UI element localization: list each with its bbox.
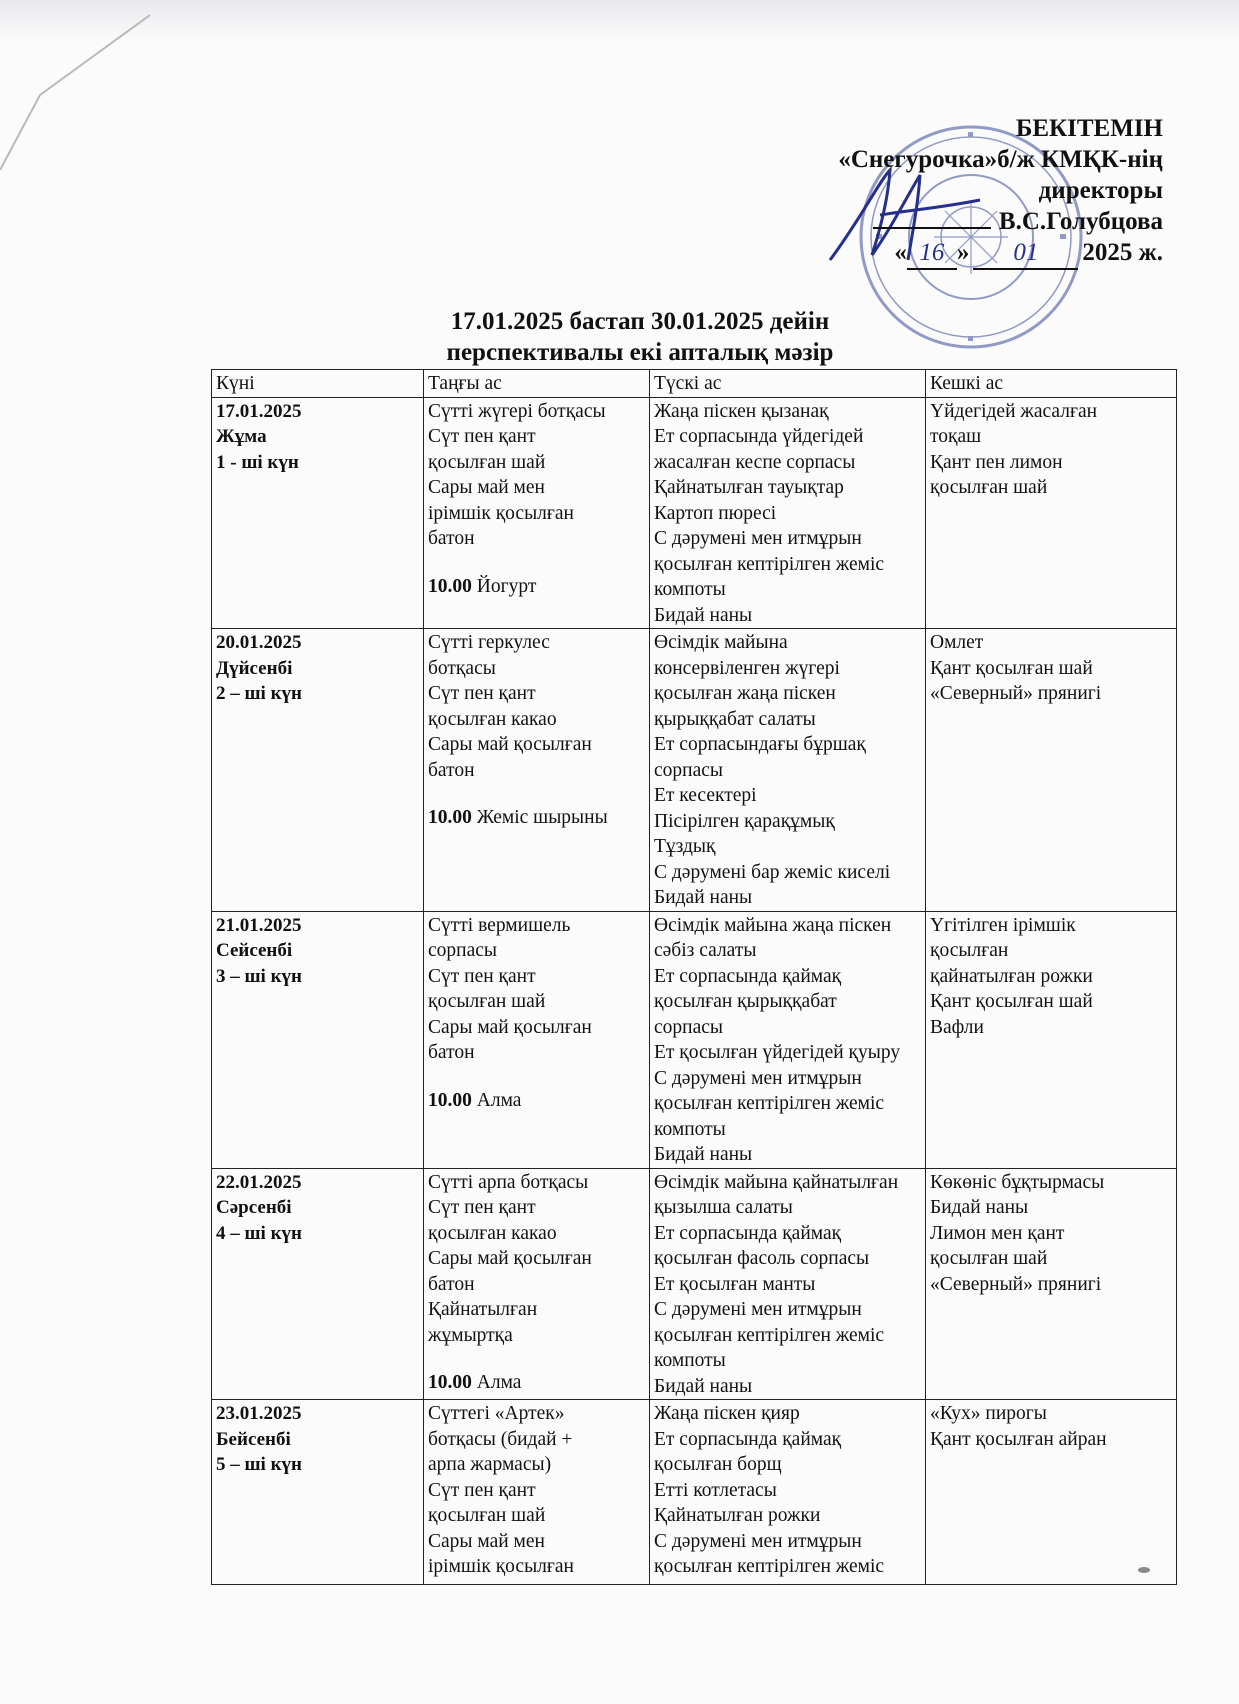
breakfast-cell-line: ботқасы bbox=[428, 657, 496, 679]
date-open-quote: « bbox=[894, 239, 907, 266]
lunch-cell-line: жасалған кеспе сорпасы bbox=[654, 451, 856, 473]
day-cell-line: 17.01.2025 bbox=[216, 400, 302, 422]
lunch-cell-line: компоты bbox=[654, 579, 726, 600]
breakfast-cell-line: батон bbox=[428, 1273, 475, 1295]
breakfast-cell bbox=[424, 911, 650, 1168]
snack-name: Жеміс шырыны bbox=[476, 807, 608, 828]
lunch-cell bbox=[650, 911, 926, 1168]
approval-position: директоры bbox=[1038, 177, 1163, 204]
day-cell-line: Бейсенбі bbox=[216, 1428, 291, 1450]
snack-name: Алма bbox=[476, 1372, 522, 1393]
lunch-cell-line: қосылған қырыққабат bbox=[654, 991, 837, 1012]
header-breakfast: Таңғы ас bbox=[424, 370, 650, 398]
lunch-cell-line: С дәрумені мен итмұрын bbox=[654, 1299, 862, 1320]
approval-name-line bbox=[838, 206, 1163, 237]
lunch-cell-line: Ет қосылған үйдегідей қуыру bbox=[654, 1042, 901, 1063]
lunch-cell-line: Бидай наны bbox=[654, 887, 753, 908]
dinner-cell-line: Лимон мен қант bbox=[930, 1222, 1065, 1244]
breakfast-cell bbox=[424, 397, 650, 629]
menu-table bbox=[211, 369, 1177, 1585]
dinner-cell-line: қайнатылған рожки bbox=[930, 965, 1093, 987]
lunch-cell bbox=[650, 629, 926, 912]
dinner-cell-line: Үйдегідей жасалған bbox=[930, 400, 1098, 422]
dinner-cell-line: Қант қосылған шай bbox=[930, 991, 1093, 1012]
title-line-2: перспективалы екі апталық мәзір bbox=[446, 339, 834, 366]
dinner-cell-line: Үгітілген ірімшік bbox=[930, 914, 1076, 936]
breakfast-cell-line: батон bbox=[428, 1042, 475, 1063]
table-row bbox=[212, 1168, 1177, 1400]
dinner-cell-line: қосылған шай bbox=[930, 477, 1048, 498]
dinner-cell-line: қосылған bbox=[930, 940, 1009, 961]
approval-organization: «Снегурочка»б/ж КМҚК-нің bbox=[838, 146, 1163, 173]
breakfast-cell-line: Сары май қосылған bbox=[428, 1016, 592, 1038]
lunch-cell-line: қосылған кептірілген жеміс bbox=[654, 1324, 885, 1346]
dinner-cell-line: Көкөніс бұқтырмасы bbox=[930, 1171, 1105, 1193]
breakfast-cell bbox=[424, 1168, 650, 1400]
lunch-cell-line: Қайнатылған рожки bbox=[654, 1505, 821, 1526]
approval-name: В.С.Голубцова bbox=[998, 208, 1163, 235]
title-line-1: 17.01.2025 бастап 30.01.2025 дейін bbox=[450, 308, 830, 335]
menu-title bbox=[340, 306, 940, 368]
breakfast-cell-line: ботқасы (бидай + bbox=[428, 1428, 573, 1450]
lunch-cell-line: Қайнатылған тауықтар bbox=[654, 477, 844, 498]
lunch-cell-line: Бидай наны bbox=[654, 604, 753, 626]
dinner-cell bbox=[926, 1400, 1177, 1585]
breakfast-cell-line: сорпасы bbox=[428, 940, 498, 961]
breakfast-cell-line: Сүт пен қант bbox=[428, 426, 536, 447]
breakfast-cell-line: қосылған шай bbox=[428, 451, 546, 473]
day-cell bbox=[212, 629, 424, 912]
spacer bbox=[428, 1348, 645, 1370]
breakfast-cell-line: Қайнатылған bbox=[428, 1299, 538, 1320]
lunch-cell-line: Етті котлетасы bbox=[654, 1479, 777, 1501]
spacer bbox=[428, 783, 645, 805]
dinner-cell-line: Қант қосылған шай bbox=[930, 657, 1093, 679]
dinner-cell-line: «Северный» прянигі bbox=[930, 1273, 1102, 1295]
dinner-cell-line: «Кух» пирогы bbox=[930, 1403, 1047, 1424]
lunch-cell-line: Пісірілген қарақұмық bbox=[654, 810, 835, 832]
snack-line bbox=[428, 574, 645, 600]
approval-heading: БЕКІТЕМІН bbox=[1015, 115, 1163, 142]
day-cell-line: 2 – ші күн bbox=[216, 683, 302, 704]
lunch-cell-line: сорпасы bbox=[654, 759, 724, 781]
snack-time: 10.00 bbox=[428, 575, 472, 597]
signature-line bbox=[873, 207, 991, 229]
lunch-cell-line: Ет қосылған манты bbox=[654, 1273, 816, 1295]
date-month: 01 bbox=[973, 237, 1078, 270]
dinner-cell bbox=[926, 397, 1177, 629]
lunch-cell-line: қосылған борщ bbox=[654, 1454, 782, 1475]
day-cell-line: 22.01.2025 bbox=[216, 1171, 302, 1193]
lunch-cell-line: С дәрумені мен итмұрын bbox=[654, 1067, 862, 1089]
breakfast-cell bbox=[424, 1400, 650, 1585]
breakfast-cell-line: батон bbox=[428, 759, 475, 781]
breakfast-cell-line: Сүтті жүгері ботқасы bbox=[428, 400, 606, 422]
day-cell-line: 1 - ші күн bbox=[216, 451, 299, 473]
table-row bbox=[212, 1400, 1177, 1585]
lunch-cell-line: Ет сорпасындағы бұршақ bbox=[654, 734, 866, 755]
lunch-cell-line: компоты bbox=[654, 1118, 726, 1140]
menu-table-body bbox=[212, 397, 1177, 1585]
day-cell-line: 21.01.2025 bbox=[216, 914, 302, 936]
lunch-cell-line: Ет сорпасында қаймақ bbox=[654, 965, 842, 987]
breakfast-cell-line: ірімшік қосылған bbox=[428, 502, 574, 524]
header-day: Күні bbox=[212, 370, 424, 398]
snack-line bbox=[428, 1088, 645, 1114]
spacer bbox=[428, 552, 645, 574]
dinner-cell-line: Омлет bbox=[930, 632, 984, 653]
day-cell bbox=[212, 1400, 424, 1585]
spacer bbox=[428, 1066, 645, 1088]
lunch-cell-line: С дәрумені бар жеміс киселі bbox=[654, 861, 891, 883]
dinner-cell-line: «Северный» прянигі bbox=[930, 683, 1102, 704]
lunch-cell-line: компоты bbox=[654, 1350, 726, 1371]
snack-name: Алма bbox=[476, 1089, 522, 1111]
day-cell bbox=[212, 397, 424, 629]
header-lunch: Түскі ас bbox=[650, 370, 926, 398]
breakfast-cell-line: Сүтті арпа ботқасы bbox=[428, 1171, 589, 1193]
dinner-cell-line: қосылған шай bbox=[930, 1248, 1048, 1269]
day-cell-line: 5 – ші күн bbox=[216, 1454, 302, 1475]
breakfast-cell-line: жұмыртқа bbox=[428, 1324, 513, 1346]
lunch-cell-line: Өсімдік майына жаңа піскен bbox=[654, 914, 892, 936]
breakfast-cell-line: қосылған какао bbox=[428, 1222, 557, 1244]
dinner-cell bbox=[926, 629, 1177, 912]
header-dinner: Кешкі ас bbox=[926, 370, 1177, 398]
day-cell-line: Дүйсенбі bbox=[216, 657, 293, 679]
date-day: 16 bbox=[907, 237, 957, 270]
table-header-row bbox=[212, 370, 1177, 398]
table-row bbox=[212, 911, 1177, 1168]
lunch-cell-line: сәбіз салаты bbox=[654, 940, 757, 961]
lunch-cell-line: Өсімдік майына bbox=[654, 632, 788, 653]
approval-date-line bbox=[838, 237, 1163, 270]
day-cell-line: 20.01.2025 bbox=[216, 632, 302, 653]
breakfast-cell-line: Сары май қосылған bbox=[428, 1248, 592, 1269]
breakfast-cell-line: арпа жармасы) bbox=[428, 1454, 552, 1475]
lunch-cell-line: қызылша салаты bbox=[654, 1197, 793, 1218]
breakfast-cell-line: Сары май қосылған bbox=[428, 734, 592, 755]
breakfast-cell-line: Сары май мен bbox=[428, 477, 545, 498]
date-close-quote: » bbox=[956, 239, 970, 266]
lunch-cell-line: қосылған фасоль сорпасы bbox=[654, 1248, 870, 1269]
breakfast-cell bbox=[424, 629, 650, 912]
snack-line bbox=[428, 805, 645, 831]
lunch-cell-line: сорпасы bbox=[654, 1016, 724, 1038]
lunch-cell-line: Ет кесектері bbox=[654, 785, 757, 806]
lunch-cell-line: қырыққабат салаты bbox=[654, 708, 816, 730]
breakfast-cell-line: Сүттегі «Артек» bbox=[428, 1403, 565, 1424]
lunch-cell-line: Жаңа піскен қияр bbox=[654, 1403, 800, 1424]
snack-time: 10.00 bbox=[428, 807, 472, 828]
lunch-cell-line: Ет сорпасында үйдегідей bbox=[654, 426, 864, 447]
lunch-cell-line: С дәрумені мен итмұрын bbox=[654, 528, 862, 549]
dinner-cell-line: тоқаш bbox=[930, 426, 982, 447]
breakfast-cell-line: Сүт пен қант bbox=[428, 683, 536, 704]
breakfast-cell-line: Сары май мен bbox=[428, 1530, 545, 1552]
lunch-cell-line: қосылған кептірілген жеміс bbox=[654, 553, 885, 575]
lunch-cell bbox=[650, 1400, 926, 1585]
lunch-cell-line: Өсімдік майына қайнатылған bbox=[654, 1171, 899, 1193]
lunch-cell-line: консервіленген жүгері bbox=[654, 657, 840, 679]
lunch-cell-line: Жаңа піскен қызанақ bbox=[654, 400, 829, 422]
lunch-cell-line: Бидай наны bbox=[654, 1144, 753, 1165]
breakfast-cell-line: батон bbox=[428, 528, 475, 549]
breakfast-cell-line: Сүт пен қант bbox=[428, 965, 536, 987]
day-cell-line: Сейсенбі bbox=[216, 940, 293, 961]
dinner-cell-line: Бидай наны bbox=[930, 1197, 1029, 1218]
breakfast-cell-line: қосылған шай bbox=[428, 991, 546, 1012]
dinner-cell-line: Қант қосылған айран bbox=[930, 1428, 1107, 1450]
day-cell bbox=[212, 1168, 424, 1400]
dinner-cell-line: Вафли bbox=[930, 1016, 984, 1038]
lunch-cell-line: Бидай наны bbox=[654, 1375, 753, 1397]
lunch-cell-line: Картоп пюресі bbox=[654, 502, 777, 524]
snack-name: Йогурт bbox=[476, 575, 537, 597]
lunch-cell-line: Тұздық bbox=[654, 836, 716, 857]
day-cell-line: Жұма bbox=[216, 426, 267, 447]
lunch-cell bbox=[650, 1168, 926, 1400]
table-row bbox=[212, 397, 1177, 629]
approval-block bbox=[838, 113, 1163, 270]
scan-speck bbox=[1136, 1565, 1152, 1575]
breakfast-cell-line: қосылған шай bbox=[428, 1505, 546, 1526]
lunch-cell-line: қосылған жаңа піскен bbox=[654, 683, 836, 704]
lunch-cell-line: Ет сорпасында қаймақ bbox=[654, 1428, 842, 1450]
lunch-cell-line: С дәрумені мен итмұрын bbox=[654, 1530, 862, 1552]
day-cell-line: 4 – ші күн bbox=[216, 1222, 302, 1244]
date-year: 2025 ж. bbox=[1082, 239, 1163, 266]
day-cell-line: Сәрсенбі bbox=[216, 1197, 292, 1218]
snack-time: 10.00 bbox=[428, 1089, 472, 1111]
breakfast-cell-line: Сүтті вермишель bbox=[428, 914, 571, 936]
snack-line bbox=[428, 1370, 645, 1396]
snack-time: 10.00 bbox=[428, 1372, 472, 1393]
day-cell bbox=[212, 911, 424, 1168]
day-cell-line: 23.01.2025 bbox=[216, 1403, 302, 1424]
lunch-cell-line: Ет сорпасында қаймақ bbox=[654, 1222, 842, 1244]
breakfast-cell-line: ірімшік қосылған bbox=[428, 1556, 574, 1577]
lunch-cell-line: қосылған кептірілген жеміс bbox=[654, 1556, 885, 1577]
lunch-cell-line: қосылған кептірілген жеміс bbox=[654, 1093, 885, 1114]
dinner-cell bbox=[926, 1168, 1177, 1400]
breakfast-cell-line: Сүт пен қант bbox=[428, 1197, 536, 1218]
breakfast-cell-line: қосылған какао bbox=[428, 708, 557, 730]
table-row bbox=[212, 629, 1177, 912]
breakfast-cell-line: Сүт пен қант bbox=[428, 1479, 536, 1501]
breakfast-cell-line: Сүтті геркулес bbox=[428, 632, 550, 653]
dinner-cell bbox=[926, 911, 1177, 1168]
dinner-cell-line: Қант пен лимон bbox=[930, 451, 1063, 473]
lunch-cell bbox=[650, 397, 926, 629]
day-cell-line: 3 – ші күн bbox=[216, 965, 302, 987]
